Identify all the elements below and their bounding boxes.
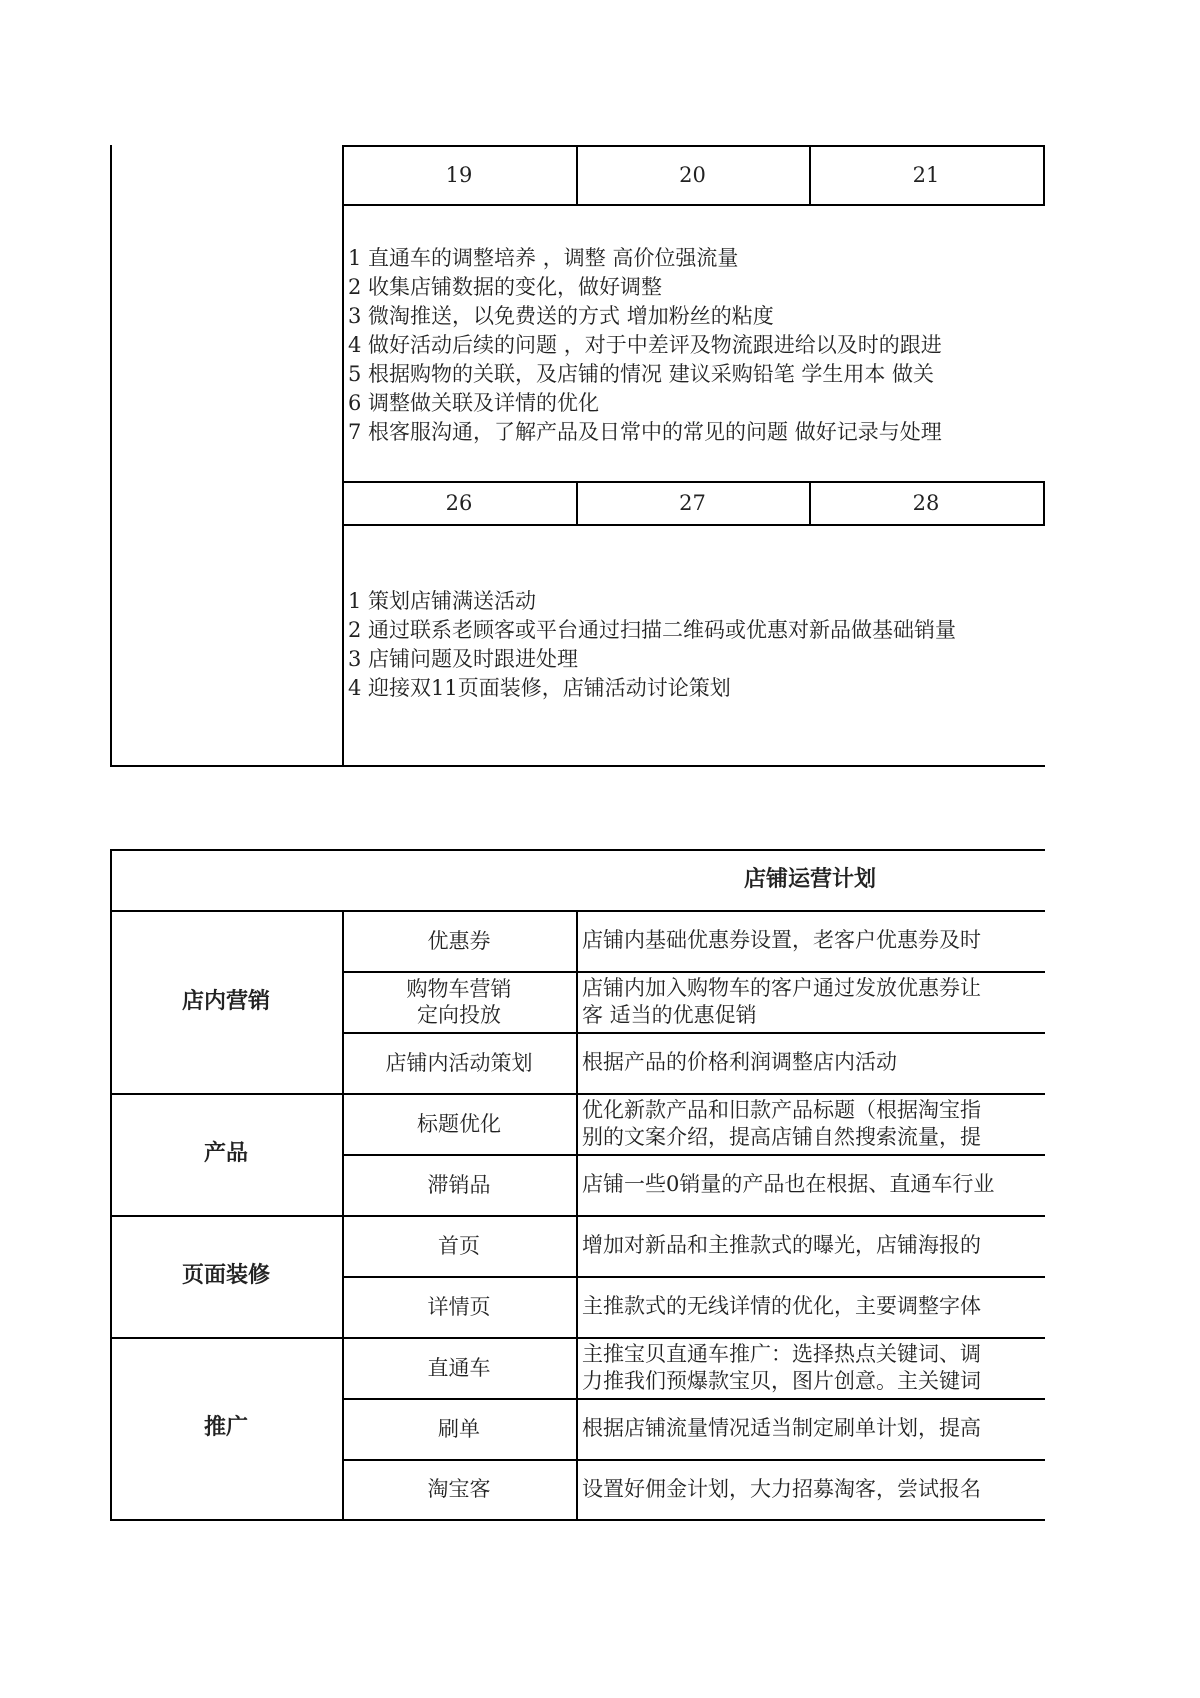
task-item: 6 调整做关联及详情的优化 (348, 391, 600, 415)
week4-task-list (348, 587, 1045, 703)
day-21: 21 (912, 162, 940, 187)
desc-cell: 根据产品的价格利润调整店内活动 (582, 1050, 897, 1074)
item-cell: 淘宝客 (427, 1477, 491, 1501)
category-promotion: 推广 (203, 1415, 248, 1440)
item-cell: 标题优化 (417, 1111, 501, 1136)
item-cell: 详情页 (427, 1294, 491, 1319)
plan-title: 店铺运营计划 (743, 866, 876, 892)
day-27: 27 (679, 490, 706, 515)
task-item: 7 根客服沟通，了解产品及日常中的常见的问题 做好记录与处理 (348, 420, 942, 444)
desc-cell: 增加对新品和主推款式的曝光，店铺海报的 (582, 1233, 981, 1257)
desc-cell: 根据店铺流量情况适当制定刷单计划，提高 (582, 1416, 981, 1440)
grid-line (1043, 145, 1045, 205)
grid-line (342, 524, 1045, 526)
grid-line (110, 765, 1045, 767)
grid-line (110, 1519, 1045, 1521)
desc-cell: 优化新款产品和旧款产品标题（根据淘宝指 别的文案介绍，提高店铺自然搜索流量，提 (582, 1097, 981, 1149)
task-item: 2 收集店铺数据的变化，做好调整 (348, 275, 663, 299)
day-26: 26 (445, 490, 473, 515)
category-in-store-marketing: 店内营销 (181, 988, 270, 1014)
item-cell: 优惠券 (427, 928, 491, 953)
desc-cell: 主推宝贝直通车推广：选择热点关键词、调 力推我们预爆款宝贝，图片创意。主关键词 (582, 1341, 981, 1393)
task-item: 5 根据购物的关联，及店铺的情况 建议采购铅笔 学生用本 做关 (348, 362, 935, 386)
task-item: 4 做好活动后续的问题 ，对于中差评及物流跟进给以及时的跟进 (348, 333, 942, 357)
week3-task-list (348, 244, 1045, 447)
task-item: 1 策划店铺满送活动 (348, 589, 537, 613)
day-19: 19 (445, 162, 473, 187)
task-item: 2 通过联系老顾客或平台通过扫描二维码或优惠对新品做基础销量 (348, 618, 957, 642)
task-item: 4 迎接双11页面装修，店铺活动讨论策划 (348, 676, 731, 700)
task-item: 1 直通车的调整培养 ，调整 高价位强流量 (348, 246, 739, 270)
task-item: 3 微淘推送，以免费送的方式 增加粉丝的粘度 (348, 304, 774, 328)
category-product: 产品 (203, 1141, 248, 1166)
item-cell: 直通车 (427, 1355, 491, 1380)
item-cell: 购物车营销 定向投放 (406, 976, 512, 1027)
grid-line (1043, 481, 1045, 525)
grid-line (342, 204, 1045, 206)
desc-cell: 主推款式的无线详情的优化，主要调整字体 (582, 1294, 981, 1318)
desc-cell: 店铺内加入购物车的客户通过发放优惠券让 客 适当的优惠促销 (582, 975, 981, 1027)
grid-line (342, 145, 344, 766)
item-cell: 店铺内活动策划 (385, 1050, 533, 1075)
desc-cell: 店铺内基础优惠券设置，老客户优惠券及时 (582, 928, 981, 952)
item-cell: 滞销品 (427, 1172, 491, 1197)
grid-line (110, 145, 112, 766)
item-cell: 刷单 (438, 1416, 480, 1441)
item-cell: 首页 (438, 1233, 480, 1258)
task-item: 3 店铺问题及时跟进处理 (348, 647, 579, 671)
category-page-decoration: 页面装修 (181, 1263, 270, 1288)
day-20: 20 (679, 162, 706, 187)
desc-cell: 设置好佣金计划，大力招募淘客，尝试报名 (582, 1476, 981, 1501)
day-28: 28 (912, 490, 940, 515)
desc-cell: 店铺一些0销量的产品也在根据、直通车行业 (582, 1172, 995, 1196)
